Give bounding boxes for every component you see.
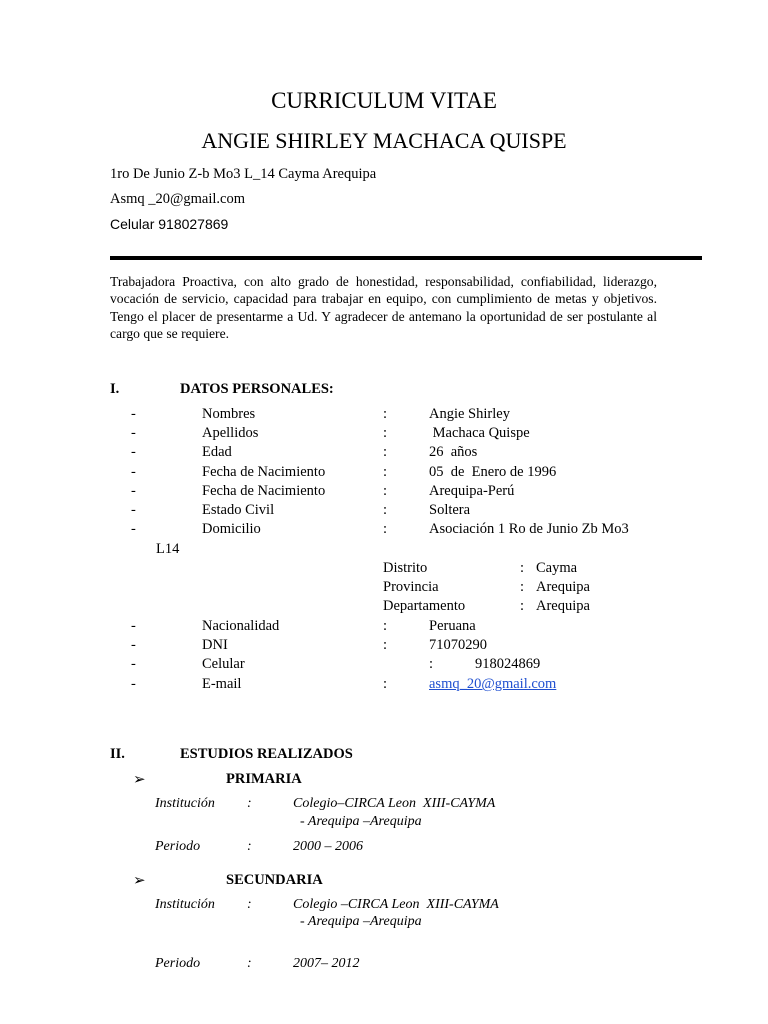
primaria-title: PRIMARIA [226,771,302,787]
sub-label: Provincia [383,579,439,595]
personal-row-dni [0,637,768,656]
period-label: Periodo [155,839,201,854]
row-dash: - [131,676,136,692]
sub-label: Distrito [383,560,428,576]
sub-value: Arequipa [536,579,590,595]
row-colon: : [383,521,388,537]
row-colon: : [383,483,388,499]
address-line: 1ro De Junio Z-b Mo3 L_14 Cayma Arequipa [110,166,377,182]
sub-colon: : [520,598,525,614]
institution-label: Institución [155,897,215,912]
institution-colon: : [247,897,252,912]
row-value: Angie Shirley [429,406,510,422]
header-divider [110,256,702,260]
row-colon: : [383,676,388,692]
row-label: Fecha de Nacimiento [202,464,326,480]
row-value: 26 años [429,444,478,460]
personal-row-celular [0,656,768,675]
row-value: 71070290 [429,637,487,653]
address-row-provincia [0,579,768,598]
row-value: 918024869 [475,656,541,672]
section-number-studies: II. [110,746,125,762]
row-dash: - [131,406,136,422]
institution-value: Colegio–CIRCA Leon XIII-CAYMA [293,796,496,811]
period-value: 2007– 2012 [293,956,360,971]
sub-value: Cayma [536,560,578,576]
period-colon: : [247,956,252,971]
sub-colon: : [520,560,525,576]
personal-row-fecha-nacimiento [0,464,768,483]
arrow-bullet-icon: ➢ [133,873,146,889]
institution-label: Institución [155,796,215,811]
document-title: CURRICULUM VITAE [271,88,497,113]
row-label: Apellidos [202,425,259,441]
sub-label: Departamento [383,598,466,614]
row-colon: : [383,425,388,441]
row-dash: - [131,521,136,537]
row-colon: : [383,637,388,653]
row-dash: - [131,502,136,518]
email-link[interactable]: asmq_20@gmail.com [429,676,557,692]
row-colon: : [429,656,434,672]
row-label: Nacionalidad [202,618,280,634]
row-value: Soltera [429,502,471,518]
personal-row-domicilio [0,521,768,540]
row-value: Machaca Quispe [429,425,530,441]
row-dash: - [131,425,136,441]
row-label: Estado Civil [202,502,275,518]
sub-value: Arequipa [536,598,590,614]
row-colon: : [383,464,388,480]
row-label: E-mail [202,676,242,692]
personal-row-lugar-nacimiento [0,483,768,502]
row-dash: - [131,656,136,672]
secundaria-title: SECUNDARIA [226,872,323,888]
row-label: Fecha de Nacimiento [202,483,326,499]
row-dash: - [131,464,136,480]
period-colon: : [247,839,252,854]
row-label: Celular [202,656,245,672]
row-colon: : [383,444,388,460]
row-value: Arequipa-Perú [429,483,515,499]
personal-row-apellidos [0,425,768,444]
personal-row-nombres [0,406,768,425]
institution-location: - Arequipa –Arequipa [300,914,422,929]
section-number-personal: I. [110,381,120,397]
address-row-distrito [0,560,768,579]
row-value: Peruana [429,618,476,634]
row-value: Asociación 1 Ro de Junio Zb Mo3 [429,521,629,537]
email-line: Asmq _20@gmail.com [110,191,245,207]
profile-summary: Trabajadora Proactiva, con alto grado de honestidad, responsabilidad, confiabilidad, liderazgo, vocación de servicio, capacidad para trabajar en equipo, con cumplimiento de metas y objetivos. Tengo el placer de presentarme a Ud. Y agradecer de antemano la oportunidad de ser postulante al cargo que se requiere. [110,274,657,341]
row-label: DNI [202,637,228,653]
row-dash: - [131,637,136,653]
institution-location: - Arequipa –Arequipa [300,814,422,829]
row-colon: : [383,502,388,518]
arrow-bullet-icon: ➢ [133,772,146,788]
personal-row-estado-civil [0,502,768,521]
period-value: 2000 – 2006 [293,839,363,854]
address-row-departamento [0,598,768,617]
domicilio-continuation [0,541,768,560]
personal-row-edad [0,444,768,463]
row-label: Nombres [202,406,256,422]
row-label: Domicilio [202,521,261,537]
row-colon: : [383,406,388,422]
row-dash: - [131,618,136,634]
section-heading-studies: ESTUDIOS REALIZADOS [180,746,353,762]
row-value: 05 de Enero de 1996 [429,464,557,480]
row-label: Edad [202,444,232,460]
institution-colon: : [247,796,252,811]
row-value: L14 [156,541,180,557]
candidate-name: ANGIE SHIRLEY MACHACA QUISPE [201,128,567,153]
institution-value: Colegio –CIRCA Leon XIII-CAYMA [293,897,499,912]
row-colon: : [383,618,388,634]
section-heading-personal: DATOS PERSONALES: [180,381,334,397]
phone-line: Celular 918027869 [110,216,229,232]
personal-row-nacionalidad [0,618,768,637]
personal-row-email [0,676,768,695]
row-dash: - [131,483,136,499]
period-label: Periodo [155,956,201,971]
sub-colon: : [520,579,525,595]
row-dash: - [131,444,136,460]
